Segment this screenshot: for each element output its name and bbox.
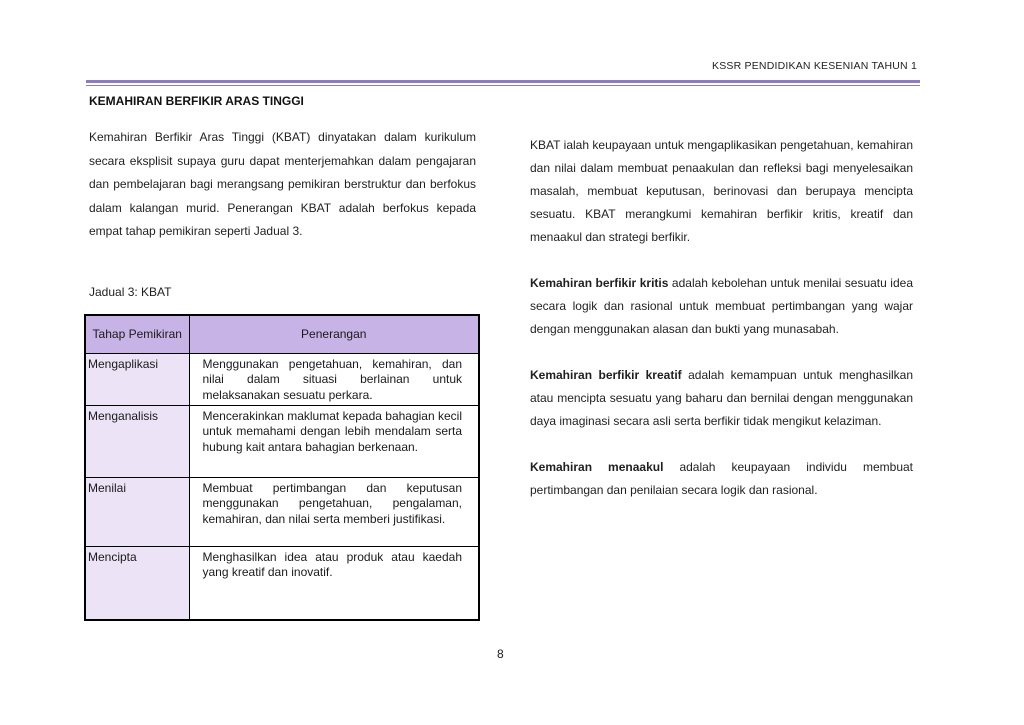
menaakul-text: adalah keupayaan individu membuat pertimbangan dan penilaian secara logik dan rasional. (530, 460, 913, 497)
kritis-paragraph (530, 272, 913, 341)
table-row (85, 477, 479, 546)
kritis-text: adalah kebolehan untuk menilai sesuatu idea secara logik dan rasional untuk membuat pertimbangan yang wajar dengan menggunakan alasan dan bukti yang munasabah. (530, 276, 913, 336)
table-header-row (85, 315, 479, 353)
kreatif-text: adalah kemampuan untuk menghasilkan atau mencipta sesuatu yang baharu dan bernilai dengan menggunakan daya imaginasi secara asli serta berfikir tidak mengikut kelaziman. (530, 368, 913, 428)
description-cell: Mencerakinkan maklumat kepada bahagian kecil untuk memahami dengan lebih mendalam serta hubung kait antara bahagian berkenaan. (189, 405, 479, 477)
description-cell: Menggunakan pengetahuan, kemahiran, dan nilai dalam situasi berlainan untuk melaksanakan sesuatu perkara. (189, 353, 479, 405)
kbat-definition: KBAT ialah keupayaan untuk mengaplikasikan pengetahuan, kemahiran dan nilai dalam membuat penaakulan dan refleksi bagi menyelesaikan masalah, membuat keputusan, berinovasi dan berupaya mencipta sesuatu. KBAT merangkumi kemahiran berfikir kritis, kreatif dan menaakul dan strategi berfikir. (530, 138, 913, 244)
kbat-table (84, 314, 480, 621)
header-rule-thin (86, 85, 920, 86)
kritis-term: Kemahiran berfikir kritis (530, 276, 669, 290)
running-header: KSSR PENDIDIKAN KESENIAN TAHUN 1 (712, 60, 917, 72)
menaakul-term: Kemahiran menaakul (530, 460, 664, 474)
term-cell: Mengaplikasi (85, 353, 189, 405)
term-cell: Mencipta (85, 546, 189, 620)
page-number: 8 (497, 647, 504, 661)
kreatif-term: Kemahiran berfikir kreatif (530, 368, 682, 382)
table-caption: Jadual 3: KBAT (89, 285, 172, 299)
header-rule (86, 80, 920, 83)
description-cell: Membuat pertimbangan dan keputusan menggunakan pengetahuan, pengalaman, kemahiran, dan nilai serta memberi justifikasi. (189, 477, 479, 546)
kreatif-paragraph (530, 364, 913, 433)
table-row (85, 405, 479, 477)
term-cell: Menganalisis (85, 405, 189, 477)
header-penerangan: Penerangan (189, 315, 479, 353)
table-row (85, 546, 479, 620)
description-cell: Menghasilkan idea atau produk atau kaedah yang kreatif dan inovatif. (189, 546, 479, 620)
right-column (530, 134, 913, 525)
term-cell: Menilai (85, 477, 189, 546)
intro-paragraph: Kemahiran Berfikir Aras Tinggi (KBAT) dinyatakan dalam kurikulum secara eksplisit supaya guru dapat menterjemahkan dalam pengajaran dan pembelajaran bagi merangsang pemikiran berstruktur dan berfokus dalam kalangan murid. Penerangan KBAT adalah berfokus kepada empat tahap pemikiran seperti Jadual 3. (89, 130, 476, 238)
menaakul-paragraph (530, 456, 913, 502)
table-row (85, 353, 479, 405)
section-title: KEMAHIRAN BERFIKIR ARAS TINGGI (89, 94, 304, 108)
left-column (89, 126, 476, 244)
header-tahap-pemikiran: Tahap Pemikiran (85, 315, 189, 353)
